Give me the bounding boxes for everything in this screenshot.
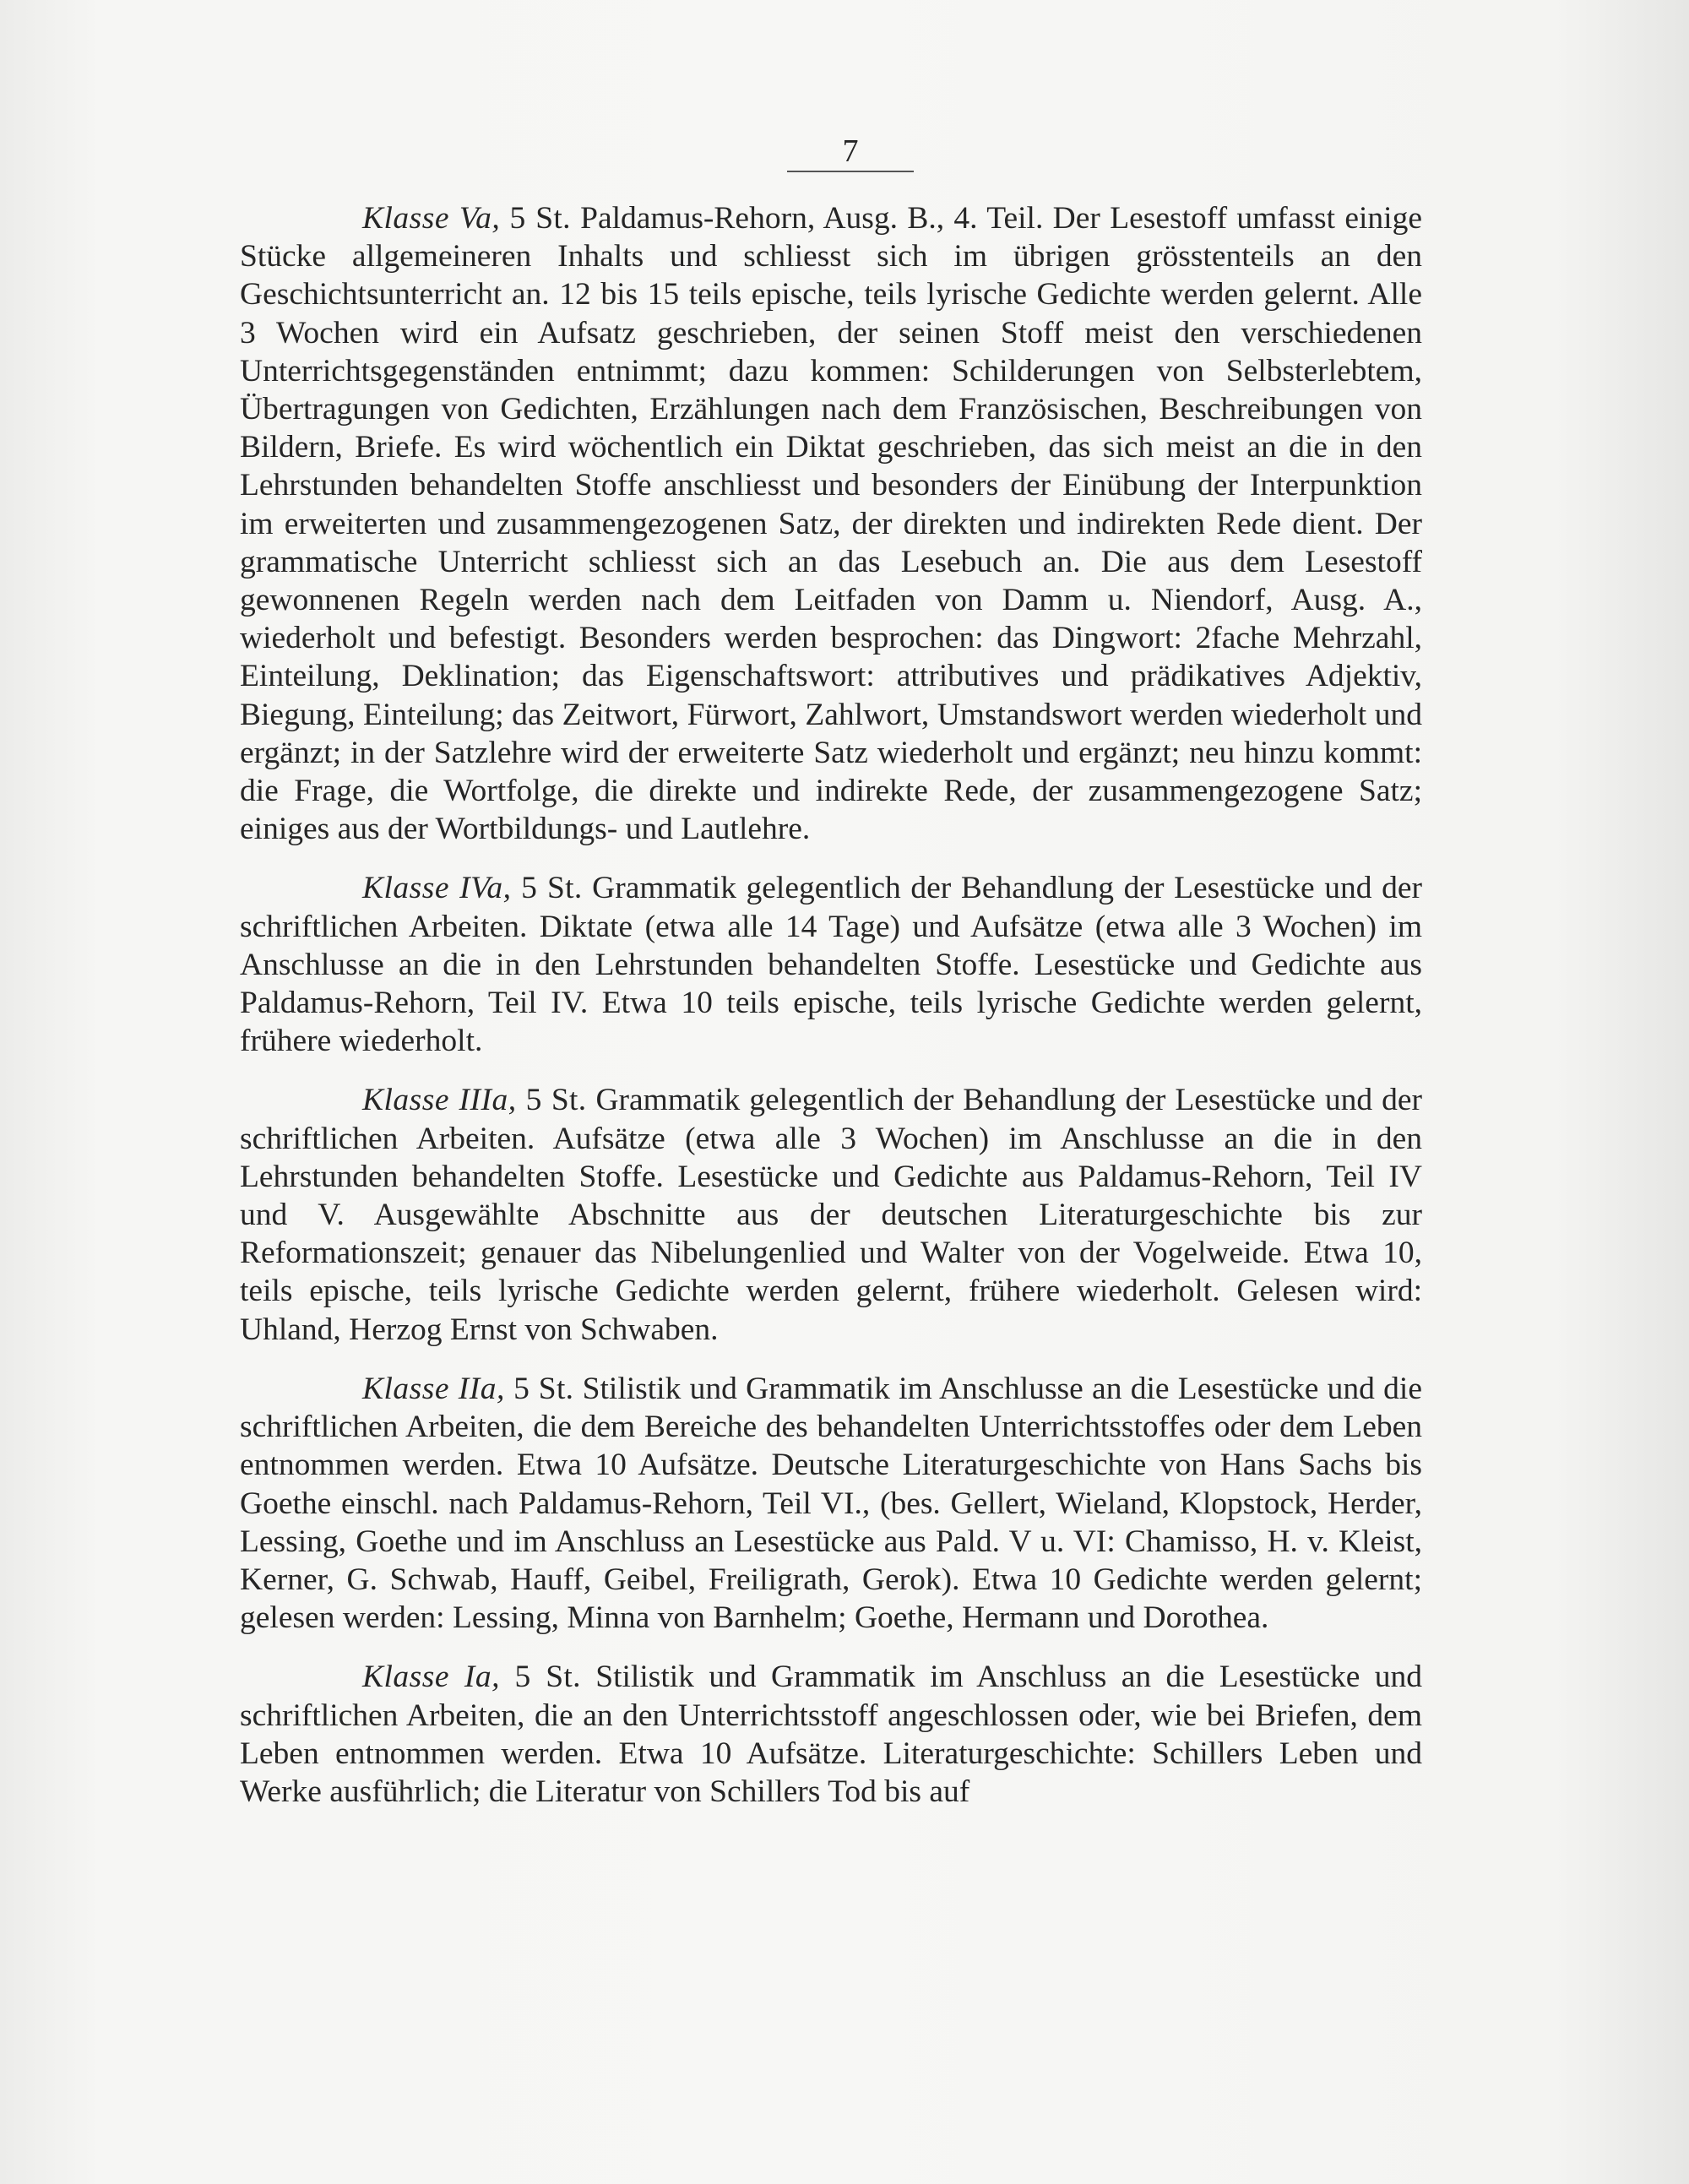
class-label: Klasse IIa,: [362, 1371, 505, 1406]
paragraph-klasse-va: [240, 199, 1422, 848]
paragraph-text: Grammatik gelegentlich der Behandlung der Lesestücke und der schriftlichen Arbeiten. Diktate (etwa alle 14 Tage) und Aufsätze (etwa alle 3 Wochen) im Anschlusse an die in den Lehrstunden behandelten Stoffe. Lesestücke und Gedichte aus Paldamus-Rehorn, Teil IV. Etwa 10 teils epische, teils lyrische Gedichte werden gelernt, frühere wiederholt.: [240, 871, 1423, 1059]
class-label: Klasse Ia,: [362, 1660, 501, 1695]
hours-label: 5 St.: [514, 1660, 581, 1695]
class-label: Klasse Va,: [362, 201, 501, 236]
paragraph-text: Grammatik gelegentlich der Behandlung der Lesestücke und der schriftlichen Arbeiten. Aufsätze (etwa alle 3 Wochen) im Anschlusse an die in den Lehrstunden behandelten Stoffe. Lesestücke und Gedichte aus Paldamus-Rehorn, Teil IV und V. Ausgewählte Abschnitte aus der deutschen Literaturgeschichte bis zur Reformationszeit; genauer das Nibelungenlied und Walter von der Vogelweide. Etwa 10, teils epische, teils lyrische Gedichte werden gelernt, frühere wiederholt. Gelesen wird: Uhland, Herzog Ernst von Schwaben.: [240, 1083, 1423, 1347]
paragraph-text: Stilistik und Grammatik im Anschluss an die Lesestücke und schriftlichen Arbeiten, die an den Unterrichtsstoff angeschlossen oder, wie bei Briefen, dem Leben entnommen werden. Etwa 10 Aufsätze. Literaturgeschichte: Schillers Leben und Werke ausführlich; die Literatur von Schillers Tod bis auf: [240, 1660, 1423, 1809]
hours-label: 5 St.: [521, 871, 583, 906]
hours-label: 5 St.: [525, 1083, 587, 1118]
body-text: [240, 199, 1422, 1832]
paragraph-klasse-ia: [240, 1658, 1422, 1811]
paragraph-klasse-iva: [240, 869, 1422, 1060]
hours-label: 5 St.: [513, 1371, 574, 1406]
page-number: 7: [787, 132, 914, 172]
class-label: Klasse IIIa,: [362, 1083, 517, 1118]
paragraph-text: Paldamus-Rehorn, Ausg. B., 4. Teil. Der Lesestoff umfasst einige Stücke allgemeineren Inhalts und schliesst sich im übrigen grösstenteils an den Geschichtsunterricht an. 12 bis 15 teils epische, teils lyrische Gedichte werden gelernt. Alle 3 Wochen wird ein Aufsatz geschrieben, der seinen Stoff meist den verschiedenen Unterrichtsgegenständen entnimmt; dazu kommen: Schilderungen von Selbsterlebtem, Übertragungen von Gedichten, Erzählungen nach dem Französischen, Beschreibungen von Bildern, Briefe. Es wird wöchentlich ein Diktat geschrieben, das sich meist an die in den Lehrstunden behandelten Stoffe anschliesst und besonders der Einübung der Interpunktion im erweiterten und zusammengezogenen Satz, der direkten und indirekten Rede dient. Der grammatische Unterricht schliesst sich an das Lesebuch an. Die aus dem Lesestoff gewonnenen Regeln werden nach dem Leitfaden von Damm u. Niendorf, Ausg. A., wiederholt und befestigt. Besonders werden besprochen: das Dingwort: 2fache Mehrzahl, Einteilung, Deklination; das Eigenschaftswort: attributives und prädikatives Adjektiv, Biegung, Einteilung; das Zeitwort, Fürwort, Zahlwort, Umstandswort werden wiederholt und ergänzt; in der Satzlehre wird der erweiterte Satz wiederholt und ergänzt; neu hinzu kommt: die Frage, die Wortfolge, die direkte und indirekte Rede, der zusammengezogene Satz; einiges aus der Wortbildungs- und Lautlehre.: [240, 201, 1422, 847]
paragraph-klasse-iia: [240, 1370, 1422, 1637]
hours-label: 5 St.: [509, 201, 571, 236]
class-label: Klasse IVa,: [362, 871, 512, 906]
paragraph-klasse-iiia: [240, 1081, 1422, 1348]
paragraph-text: Stilistik und Grammatik im Anschlusse an die Lesestücke und die schriftlichen Arbeiten, die dem Bereiche des behandelten Unterrichtsstoffes oder dem Leben entnommen werden. Etwa 10 Aufsätze. Deutsche Literaturgeschichte von Hans Sachs bis Goethe einschl. nach Paldamus-Rehorn, Teil VI., (bes. Gellert, Wieland, Klopstock, Herder, Lessing, Goethe und im Anschluss an Lesestücke aus Pald. V u. VI: Chamisso, H. v. Kleist, Kerner, G. Schwab, Hauff, Geibel, Freiligrath, Gerok). Etwa 10 Gedichte werden gelernt; gelesen werden: Lessing, Minna von Barnhelm; Goethe, Hermann und Dorothea.: [240, 1371, 1422, 1636]
